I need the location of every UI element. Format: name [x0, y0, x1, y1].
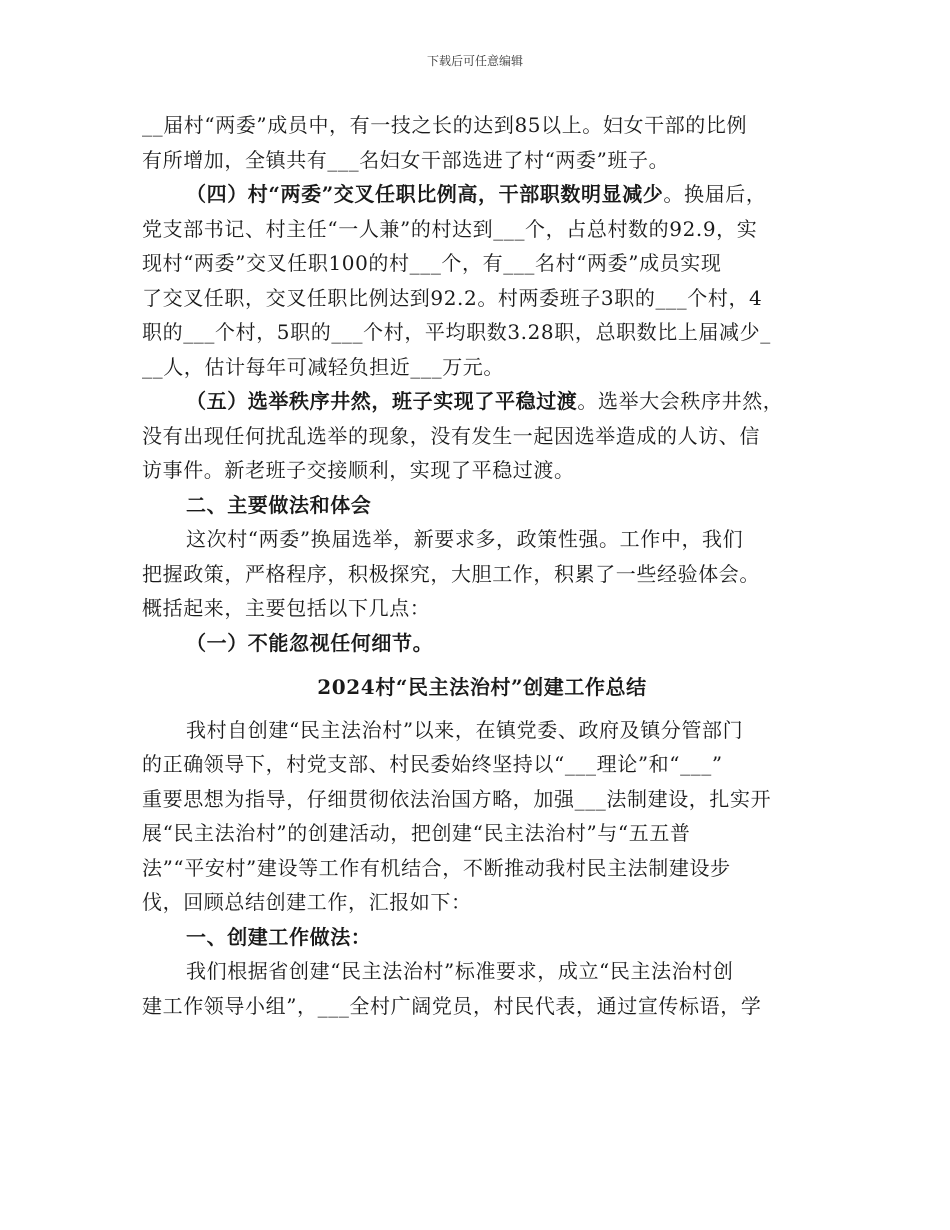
paragraph-line: 这次村“两委”换届选举，新要求多，政策性强。工作中，我们 — [186, 527, 744, 551]
document-body — [142, 108, 822, 1023]
bold-heading-text: （四）村“两委”交叉任职比例高，干部职数明显减少 — [186, 182, 664, 206]
paragraph-line — [142, 177, 822, 212]
paragraph-line: 法”“平安村”建设等工作有机结合，不断推动我村民主法制建设步 — [142, 855, 731, 880]
document-title: 2024村“民主法治村”创建工作总结 — [317, 675, 647, 699]
paragraph-line: 有所增加，全镇共有___名妇女干部选进了村“两委”班子。 — [142, 147, 670, 172]
paragraph-line: 没有出现任何扰乱选举的现象，没有发生一起因选举造成的人访、信 — [142, 423, 760, 448]
paragraph-line: __届村“两委”成员中，有一技之长的达到85以上。妇女干部的比例 — [142, 113, 748, 137]
paragraph-line: 概括起来，主要包括以下几点： — [142, 596, 431, 620]
paragraph-line: 访事件。新老班子交接顺利，实现了平稳过渡。 — [142, 458, 575, 482]
paragraph-line: 二、主要做法和体会 — [186, 492, 372, 517]
paragraph-line: __人，估计每年可减轻负担近___万元。 — [142, 354, 504, 379]
section-part-one — [142, 108, 822, 660]
paragraph-line: 建工作领导小组”，___全村广阔党员，村民代表，通过宣传标语，学 — [142, 993, 762, 1018]
paragraph-line: 重要思想为指导，仔细贯彻依法治国方略，加强___法制建设，扎实开 — [142, 786, 772, 811]
paragraph-line: 一、创建工作做法： — [186, 924, 372, 949]
paragraph-line — [142, 384, 822, 419]
paragraph-line: 展“民主法治村”的创建活动，把创建“民主法治村”与“五五普 — [142, 821, 691, 845]
line-text: 。选举大会秩序井然， — [577, 389, 784, 413]
bold-heading-text: （五）选举秩序井然，班子实现了平稳过渡 — [186, 389, 578, 413]
paragraph-line: 我村自创建“民主法治村”以来，在镇党委、政府及镇分管部门 — [186, 717, 744, 742]
paragraph-line: 把握政策，严格程序，积极探究，大胆工作，积累了一些经验体会。 — [142, 561, 760, 586]
paragraph-line: 职的___个村，5职的___个村，平均职数3.28职，总职数比上届减少_ — [142, 320, 771, 344]
paragraph-line: 的正确领导下，村党支部、村民委始终坚持以“___理论”和“___” — [142, 752, 723, 776]
paragraph-line: 伐，回顾总结创建工作，汇报如下： — [142, 890, 472, 914]
line-text: 。换届后， — [663, 182, 767, 206]
paragraph-line: 了交叉任职，交叉任职比例达到92.2。村两委班子3职的___个村，4 — [142, 285, 763, 310]
page-header-note: 下载后可任意编辑 — [426, 54, 523, 68]
paragraph-line: 现村“两委”交叉任职100的村___个，有___名村“两委”成员实现 — [142, 251, 722, 275]
paragraph-line: （一）不能忽视任何细节。 — [186, 630, 434, 655]
paragraph-line: 党支部书记、村主任“一人兼”的村达到___个，占总村数的92.9，实 — [142, 216, 758, 241]
paragraph-line: 我们根据省创建“民主法治村”标准要求，成立“民主法治村创 — [186, 959, 734, 983]
section-part-two — [142, 713, 822, 1024]
